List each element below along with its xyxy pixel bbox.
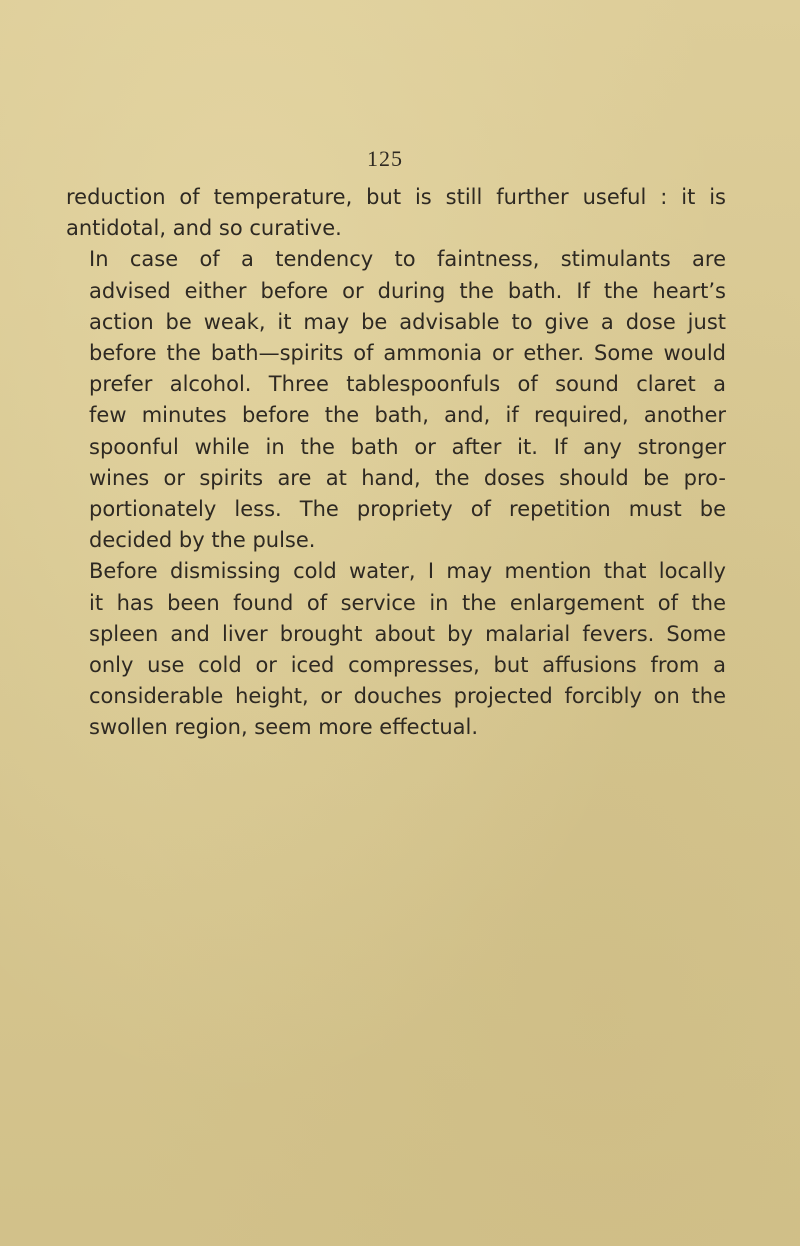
text-line: considerable height, or douches projected forcibly on the <box>89 684 726 709</box>
body-text <box>66 182 726 744</box>
text-line: few minutes before the bath, and, if required, another <box>89 403 726 428</box>
paragraph-3 <box>66 556 726 743</box>
text-line: before the bath—spirits of ammonia or ether. Some would <box>89 341 726 366</box>
text-line: it has been found of service in the enlargement of the <box>89 590 726 615</box>
paragraph-1 <box>66 182 726 244</box>
text-line: reduction of temperature, but is still further useful : it is <box>66 185 726 209</box>
text-line: portionately less. The propriety of repetition must be <box>89 497 726 522</box>
paragraph-2 <box>66 244 726 556</box>
text-line: only use cold or iced compresses, but affusions from a <box>89 653 726 678</box>
text-line: advised either before or during the bath. If the heart’s <box>89 278 726 303</box>
page-number: 125 <box>367 146 403 171</box>
text-line: spleen and liver brought about by malarial fevers. Some <box>89 621 726 646</box>
text-line: prefer alcohol. Three tablespoonfuls of sound claret a <box>89 372 726 397</box>
text-line: swollen region, seem more effectual. <box>89 715 479 740</box>
text-line: In case of a tendency to faintness, stimulants are <box>89 247 726 272</box>
text-line: decided by the pulse. <box>89 528 316 553</box>
text-line: antidotal, and so curative. <box>66 216 342 241</box>
text-line: spoonful while in the bath or after it. If any stronger <box>89 434 726 459</box>
text-line: wines or spirits are at hand, the doses should be pro- <box>89 465 726 490</box>
text-line: Before dismissing cold water, I may mention that locally <box>89 559 726 584</box>
text-line: action be weak, it may be advisable to give a dose just <box>89 309 726 334</box>
